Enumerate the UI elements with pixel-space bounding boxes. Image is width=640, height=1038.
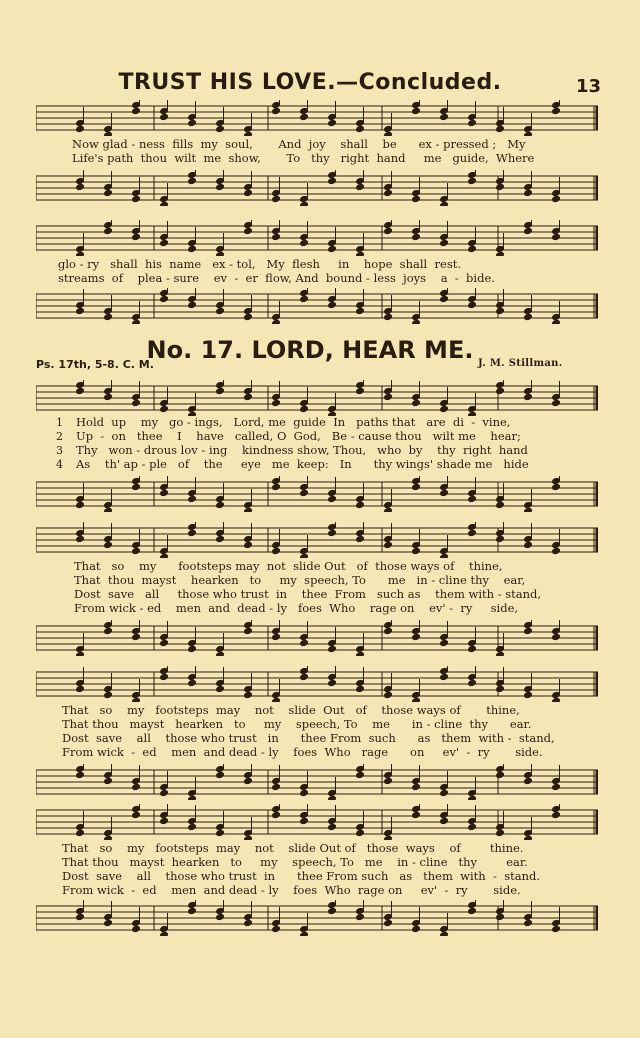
- music-staff-treble: [36, 522, 598, 558]
- lyric-line: Dost save all those who trust in thee From such as them with - stand,: [74, 587, 542, 601]
- lyric-line: That so my footsteps may not slide Out of those ways of thine,: [62, 703, 520, 717]
- lyric-line: From wick - ed men and dead - ly foes Who rage on ev' - ry side,: [74, 601, 519, 615]
- music-staff-bass: [36, 170, 598, 206]
- lyric-line: glo - ry shall his name ex - tol, My flesh in hope shall rest.: [58, 257, 461, 271]
- music-staff-bass: [36, 620, 598, 656]
- staff-lines: [36, 100, 598, 136]
- lyric-line: That so my footsteps may not slide Out of those ways of thine.: [62, 841, 524, 855]
- page-number: 13: [576, 76, 602, 97]
- music-staff-bass: [36, 900, 598, 936]
- lyric-line: That thou mayst hearken to my speech, To me in - cline thy ear,: [74, 573, 526, 587]
- lyric-line: Now glad - ness fills my soul, And joy shall be ex - pressed ; My: [72, 137, 526, 151]
- staff-lines: [36, 288, 598, 324]
- staff-lines: [36, 220, 598, 256]
- music-staff-treble: [36, 666, 598, 702]
- lyric-line: Life's path thou wilt me show, To thy right hand me guide, Where: [72, 151, 535, 165]
- verse-number: 4: [56, 458, 63, 471]
- lyric-line: That so my footsteps may not slide Out of those ways of thine,: [74, 559, 503, 573]
- hymn-meter: Ps. 17th, 5-8. C. M.: [36, 358, 154, 371]
- staff-lines: [36, 900, 598, 936]
- lyric-line: Hold up my go - ings, Lord, me guide In paths that are di - vine,: [76, 415, 511, 429]
- lyric-line: streams of plea - sure ev - er flow, And bound - less joys a - bide.: [58, 271, 495, 285]
- staff-lines: [36, 804, 598, 840]
- staff-lines: [36, 666, 598, 702]
- staff-lines: [36, 764, 598, 800]
- music-staff-bass: [36, 764, 598, 800]
- verse-number: 1: [56, 416, 63, 429]
- lyric-line: Up - on thee I have called, O God, Be - cause thou wilt me hear;: [76, 429, 521, 443]
- music-staff-bass: [36, 288, 598, 324]
- music-staff-bass: [36, 476, 598, 512]
- lyric-line: From wick - ed men and dead - ly foes Who rage on ev' - ry side.: [62, 883, 521, 897]
- lyric-line: Dost save all those who trust in thee From such as them with - stand,: [62, 731, 555, 745]
- music-staff-treble: [36, 804, 598, 840]
- section-heading: TRUST HIS LOVE.—Concluded.: [118, 70, 502, 95]
- lyric-line: That thou mayst hearken to my speech, To me in - cline thy ear.: [62, 855, 528, 869]
- verse-number: 2: [56, 430, 63, 443]
- staff-lines: [36, 476, 598, 512]
- lyric-line: Thy won - drous lov - ing kindness show, Thou, who by thy right hand: [76, 443, 528, 457]
- lyric-line: From wick - ed men and dead - ly foes Who rage on ev' - ry side.: [62, 745, 543, 759]
- staff-lines: [36, 620, 598, 656]
- lyric-line: As th' ap - ple of the eye me keep: In thy wings' shade me hide: [76, 457, 529, 471]
- hymn-title: No. 17. LORD, HEAR ME.: [146, 336, 474, 364]
- staff-lines: [36, 380, 598, 416]
- lyric-line: That thou mayst hearken to my speech, To me in - cline thy ear.: [62, 717, 532, 731]
- lyric-line: Dost save all those who trust in thee From such as them with - stand.: [62, 869, 541, 883]
- staff-lines: [36, 522, 598, 558]
- music-staff-treble: [36, 100, 598, 136]
- hymn-composer: J. M. Stillman.: [478, 358, 563, 369]
- music-staff-treble: [36, 220, 598, 256]
- staff-lines: [36, 170, 598, 206]
- music-staff-treble: [36, 380, 598, 416]
- verse-number: 3: [56, 444, 63, 457]
